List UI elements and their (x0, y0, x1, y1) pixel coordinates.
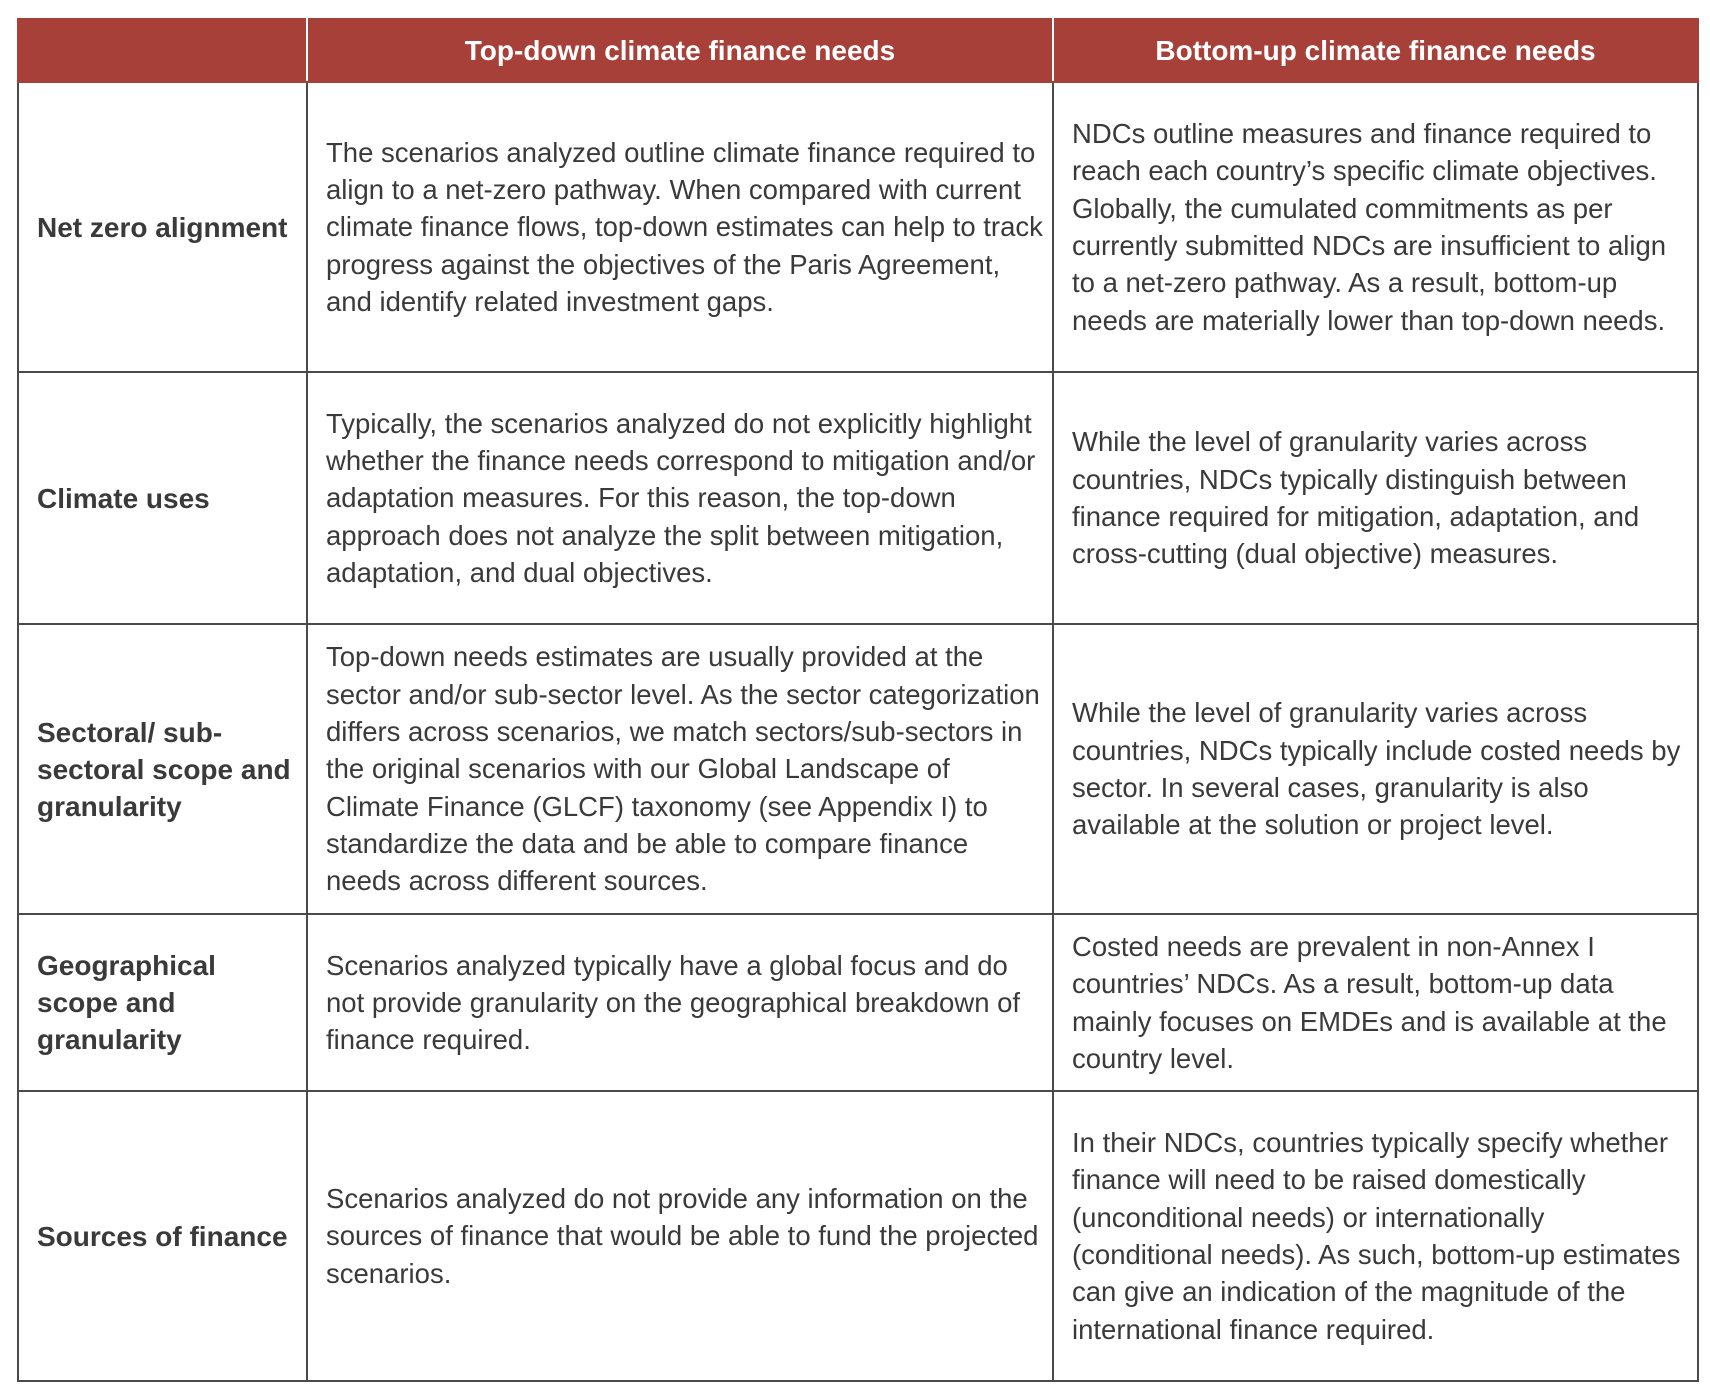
row-label: Net zero alignment (18, 82, 307, 372)
row-label: Climate uses (18, 372, 307, 624)
top-down-cell: Top-down needs estimates are usually provided at the sector and/or sub-sector level. As the sector categorization differs across scenarios, we match sectors/sub-sectors in the original scenarios with our Global Landscape of Climate Finance (GLCF) taxonomy (see Appendix I) to standardize the data and be able to compare finance needs across different sources. (307, 624, 1053, 914)
top-down-cell: Scenarios analyzed typically have a global focus and do not provide granularity on the geographical breakdown of finance required. (307, 914, 1053, 1091)
bottom-up-cell: Costed needs are prevalent in non-Annex I countries’ NDCs. As a result, bottom-up data mainly focuses on EMDEs and is available at the country level. (1053, 914, 1698, 1091)
header-blank (18, 19, 307, 82)
row-label: Sectoral/ sub-sectoral scope and granularity (18, 624, 307, 914)
bottom-up-cell: NDCs outline measures and finance required to reach each country’s specific climate objectives. Globally, the cumulated commitments as per currently submitted NDCs are insufficient to align to a net-zero pathway. As a result, bottom-up needs are materially lower than top-down needs. (1053, 82, 1698, 372)
top-down-cell: Typically, the scenarios analyzed do not explicitly highlight whether the finance needs correspond to mitigation and/or adaptation measures. For this reason, the top-down approach does not analyze the split between mitigation, adaptation, and dual objectives. (307, 372, 1053, 624)
bottom-up-cell: While the level of granularity varies across countries, NDCs typically distinguish between finance required for mitigation, adaptation, and cross-cutting (dual objective) measures. (1053, 372, 1698, 624)
header-top-down: Top-down climate finance needs (307, 19, 1053, 82)
table-row-sources-of-finance (18, 1091, 1698, 1381)
table-row-net-zero-alignment (18, 82, 1698, 372)
comparison-table (17, 18, 1699, 1382)
table-row-climate-uses (18, 372, 1698, 624)
bottom-up-cell: In their NDCs, countries typically specify whether finance will need to be raised domestically (unconditional needs) or internationally (conditional needs). As such, bottom-up estimates can give an indication of the magnitude of the international finance required. (1053, 1091, 1698, 1381)
header-bottom-up: Bottom-up climate finance needs (1053, 19, 1698, 82)
table-row-sectoral-scope (18, 624, 1698, 914)
table-row-geographical-scope (18, 914, 1698, 1091)
header-row (18, 19, 1698, 82)
bottom-up-cell: While the level of granularity varies across countries, NDCs typically include costed needs by sector. In several cases, granularity is also available at the solution or project level. (1053, 624, 1698, 914)
top-down-cell: Scenarios analyzed do not provide any information on the sources of finance that would be able to fund the projected scenarios. (307, 1091, 1053, 1381)
row-label: Geographical scope and granularity (18, 914, 307, 1091)
top-down-cell: The scenarios analyzed outline climate finance required to align to a net-zero pathway. When compared with current climate finance flows, top-down estimates can help to track progress against the objectives of the Paris Agreement, and identify related investment gaps. (307, 82, 1053, 372)
row-label: Sources of finance (18, 1091, 307, 1381)
